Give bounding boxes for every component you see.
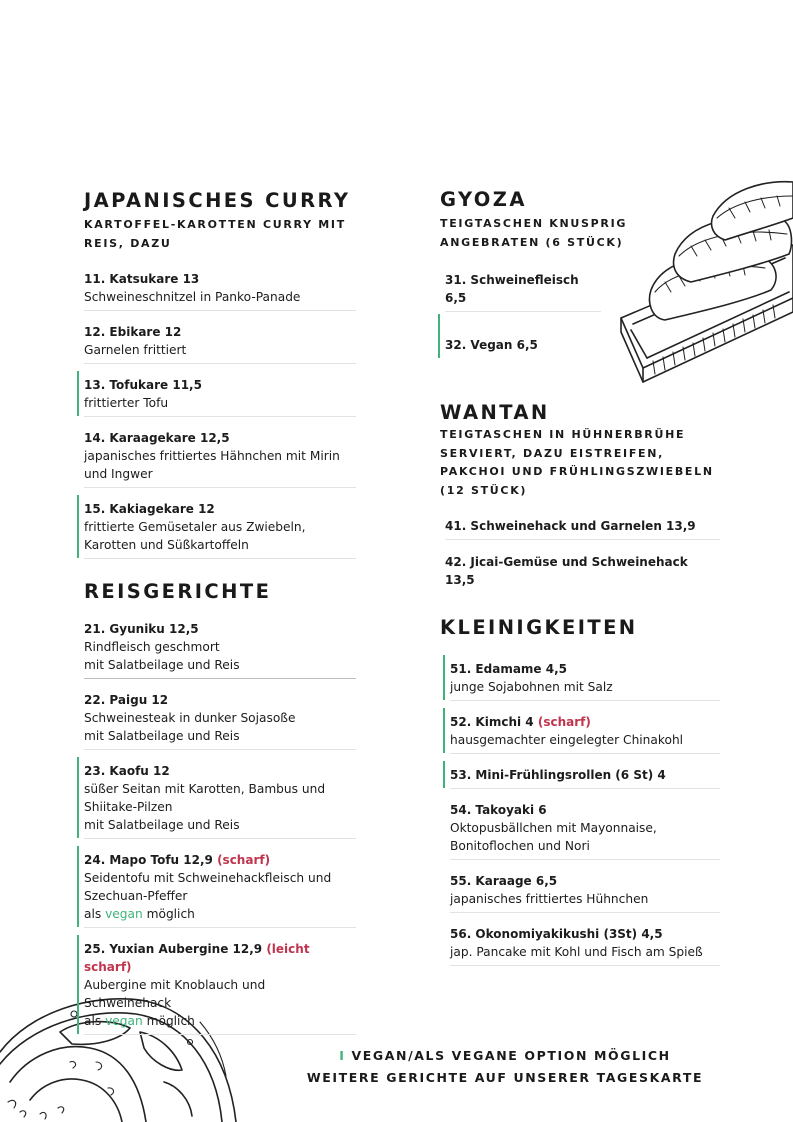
gyoza-section [440, 189, 720, 358]
curry-section [84, 190, 356, 559]
reis-section [84, 581, 356, 1035]
right-column [440, 189, 720, 966]
menu-item-25: 25. Yuxian Aubergine 12,9 (leicht scharf) Aubergine mit Knoblauch und Schweinehack als vegan möglich [84, 933, 356, 1035]
vegan-marker: I [339, 1048, 346, 1063]
menu-item-56: 56. Okonomiyakikushi (3St) 4,5 jap. Pancake mit Kohl und Fisch am Spieß [450, 918, 720, 966]
section-title-curry: JAPANISCHES CURRY [84, 189, 351, 212]
menu-item-51: 51. Edamame 4,5 junge Sojabohnen mit Salz [450, 653, 720, 701]
left-column [84, 190, 356, 1035]
menu-item-53: 53. Mini-Frühlingsrollen (6 St) 4 [450, 759, 720, 789]
menu-item-31: 31. Schweinefleisch 6,5 [445, 264, 601, 312]
wantan-section [440, 402, 720, 593]
section-title-gyoza: GYOZA [440, 188, 527, 211]
section-subtitle-curry: KARTOFFEL-KAROTTEN CURRY MIT REIS, DAZU [84, 218, 346, 250]
section-subtitle-gyoza: TEIGTASCHEN KNUSPRIG ANGEBRATEN (6 STÜCK) [440, 217, 628, 249]
spicy-tag: (scharf) [217, 853, 271, 867]
menu-item-42: 42. Jicai-Gemüse und Schweinehack 13,5 [445, 555, 688, 587]
footer-note: I VEGAN/ALS VEGANE OPTION MÖGLICH WEITERE GERICHTE AUF UNSERER TAGESKARTE [306, 1048, 704, 1085]
menu-item-14: 14. Karaagekare 12,5 japanisches frittiertes Hähnchen mit Mirin und Ingwer [84, 422, 356, 488]
section-title-klein: KLEINIGKEITEN [440, 616, 638, 639]
menu-item-41: 41. Schweinehack und Garnelen 13,9 [445, 510, 720, 540]
klein-section [440, 617, 720, 966]
spicy-tag: (scharf) [537, 715, 591, 729]
spicy-tag: (leicht scharf) [84, 942, 310, 974]
menu-item-11: 11. Katsukare 13 Schweineschnitzel in Panko-Panade [84, 263, 356, 311]
menu-item-24: 24. Mapo Tofu 12,9 (scharf) Seidentofu mit Schweinehackfleisch und Szechuan-Pfeffer als vegan möglich [84, 844, 356, 928]
vegan-tag: vegan [105, 907, 143, 921]
section-title-reis: REISGERICHTE [84, 580, 272, 603]
section-subtitle-wantan: TEIGTASCHEN IN HÜHNERBRÜHE SERVIERT, DAZU EISTREIFEN, PAKCHOI UND FRÜHLINGSZWIEBELN (12 STÜCK) [440, 428, 714, 497]
menu-item-22: 22. Paigu 12 Schweinesteak in dunker Sojasoße mit Salatbeilage und Reis [84, 684, 356, 750]
menu-item-55: 55. Karaage 6,5 japanisches frittiertes Hühnchen [450, 865, 720, 913]
menu-item-54: 54. Takoyaki 6 Oktopusbällchen mit Mayonnaise, Bonitoflochen und Nori [450, 794, 720, 860]
menu-item-52: 52. Kimchi 4 (scharf) hausgemachter eingelegter Chinakohl [450, 706, 720, 754]
menu-item-13: 13. Tofukare 11,5 frittierter Tofu [84, 369, 356, 417]
menu-item-15: 15. Kakiagekare 12 frittierte Gemüsetaler aus Zwiebeln, Karotten und Süßkartoffeln [84, 493, 356, 559]
menu-item-32: 32. Vegan 6,5 [445, 312, 601, 358]
vegan-tag: vegan [105, 1014, 143, 1028]
menu-item-12: 12. Ebikare 12 Garnelen frittiert [84, 316, 356, 364]
section-title-wantan: WANTAN [440, 401, 550, 424]
menu-item-23: 23. Kaofu 12 süßer Seitan mit Karotten, Bambus und Shiitake-Pilzen mit Salatbeilage und Reis [84, 755, 356, 839]
menu-item-21: 21. Gyuniku 12,5 Rindfleisch geschmort mit Salatbeilage und Reis [84, 613, 356, 679]
